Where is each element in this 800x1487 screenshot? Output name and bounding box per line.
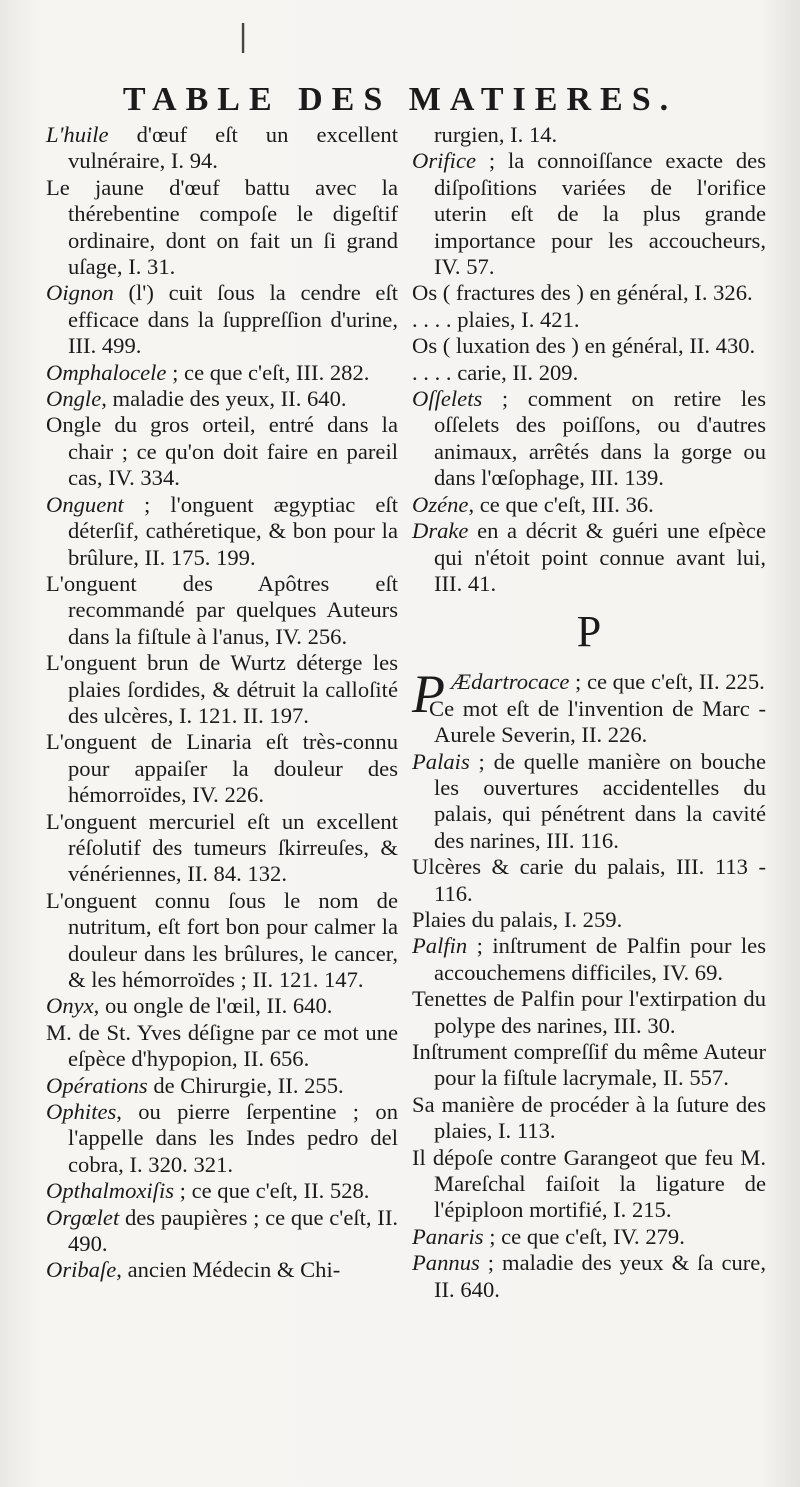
drop-cap: P <box>412 664 445 725</box>
entry-term: Ædartrocace <box>451 669 570 695</box>
index-entry <box>46 175 398 281</box>
running-title: TABLE DES MATIERES. <box>122 81 678 118</box>
index-entry <box>412 360 766 386</box>
index-entry <box>412 1092 766 1145</box>
index-entry <box>46 1257 398 1283</box>
entry-text: Os ( fractures des ) en général, I. 326. <box>412 280 753 306</box>
entry-term: Pannus <box>412 1250 480 1276</box>
index-entry <box>46 1178 398 1204</box>
entry-text: ; maladie des yeux & ſa cure, II. 640. <box>434 1250 766 1302</box>
entry-term: Panaris <box>412 1223 484 1249</box>
entry-term: Ozéne <box>412 491 469 517</box>
entry-text: Ongle du gros orteil, entré dans la chair ; ce qu'on doit faire en pareil cas, IV. 334. <box>46 412 398 491</box>
index-entry <box>412 854 766 907</box>
entry-text: , ancien Médecin & Chi- <box>116 1257 341 1283</box>
index-entry <box>46 386 398 412</box>
entry-term: Opérations <box>46 1072 148 1098</box>
entry-text: Il dépoſe contre Garangeot que feu M. Mareſchal faiſoit la ligature de l'épiploon mortifié, I. 215. <box>412 1144 766 1223</box>
index-entry <box>412 333 766 359</box>
index-entry <box>412 1039 766 1092</box>
entry-text: ; ce que c'eſt, III. 282. <box>166 359 370 385</box>
entry-text: , ce que c'eſt, III. 36. <box>468 491 654 517</box>
index-entry <box>412 1224 766 1250</box>
entry-term: Opthalmoxiſis <box>46 1178 175 1204</box>
entry-text: ; inſtrument de Palfin pour les accouchemens difficiles, IV. 69. <box>434 933 766 985</box>
index-entry <box>46 993 398 1019</box>
index-entry <box>412 986 766 1039</box>
index-entry <box>46 650 398 729</box>
index-entry <box>46 571 398 650</box>
index-entry <box>412 1250 766 1303</box>
index-entry <box>412 122 766 148</box>
entry-text: ; ce que c'eſt, IV. 279. <box>483 1223 685 1249</box>
entry-text: L'onguent brun de Wurtz déterge les plaies ſordides, & détruit la calloſité des ulcères, I. 121. II. 197. <box>46 650 398 728</box>
entry-text: ; ce que c'eſt, II. 528. <box>174 1178 370 1204</box>
entry-text: , maladie des yeux, II. 640. <box>101 386 347 412</box>
section-letter: P <box>576 607 602 657</box>
entry-text: L'onguent mercuriel eſt un excellent réſolutif des tumeurs ſkirreuſes, & vénériennes, II. 84. 132. <box>46 808 398 887</box>
entry-term: Ophites <box>46 1099 117 1125</box>
index-entry <box>46 1073 398 1099</box>
entry-term: L'huile <box>46 122 109 147</box>
entry-text: M. de St. Yves déſigne par ce mot une eſpèce d'hypopion, II. 656. <box>46 1019 398 1072</box>
entry-term: Onguent <box>46 491 124 517</box>
index-entry <box>412 307 766 333</box>
index-entry <box>412 148 766 280</box>
entry-text: , ou pierre ſerpentine ; on l'appelle dans les Indes pedro del cobra, I. 320. 321. <box>68 1099 398 1177</box>
index-entry <box>412 1145 766 1224</box>
index-entry <box>46 729 398 808</box>
entry-term: Onyx <box>46 993 94 1019</box>
entry-text: de Chirurgie, II. 255. <box>147 1072 344 1098</box>
index-entry <box>46 1099 398 1178</box>
folio-mark: | <box>238 19 249 54</box>
index-entry <box>412 933 766 986</box>
entry-term: Orifice <box>412 148 476 174</box>
entry-text: des paupières ; ce que c'eſt, II. 490. <box>68 1204 398 1257</box>
index-entry <box>46 360 398 386</box>
entry-term: Orgœlet <box>46 1204 120 1230</box>
entry-text: Plaies du palais, I. 259. <box>412 906 623 932</box>
entry-text: L'onguent de Linaria eſt très-connu pour appaiſer la douleur des hémorroïdes, IV. 226. <box>46 729 398 808</box>
index-entry <box>46 280 398 359</box>
entry-text: ; l'onguent ægyptiac eſt déterſif, cathéretique, & bon pour la brûlure, II. 175. 199. <box>68 491 398 570</box>
entry-term: Drake <box>412 518 469 544</box>
index-entry <box>412 518 766 597</box>
entry-text: (l') cuit ſous la cendre eſt efficace dans la ſuppreſſion d'urine, III. 499. <box>68 280 398 359</box>
entry-term: Oribaſe <box>46 1257 117 1283</box>
entry-text: ; la connoiſſance exacte des diſpoſitions variées de l'orifice uterin eſt de la plus grande importance pour les accoucheurs, IV. 57. <box>434 148 766 280</box>
entry-term: Omphalocele <box>46 359 167 385</box>
entry-text: ; ce que c'eſt, II. 225. <box>569 669 765 695</box>
index-entry <box>412 492 766 518</box>
index-entry <box>46 122 398 175</box>
entry-term: Ongle <box>46 386 102 412</box>
entry-text: L'onguent des Apôtres eſt recommandé par quelques Auteurs dans la fiſtule à l'anus, IV. 256. <box>46 570 398 649</box>
entry-term: Palfin <box>412 933 468 959</box>
entry-term: Oſſelets <box>412 386 483 412</box>
entry-text: , ou ongle de l'œil, II. 640. <box>93 993 333 1019</box>
index-entry <box>46 412 398 491</box>
index-entry <box>46 888 398 994</box>
entry-text: Ce mot eſt de l'invention de Marc - Aurele Severin, II. 226. <box>429 695 766 748</box>
entry-text: Inſtrument compreſſif du même Auteur pour la fiſtule lacrymale, II. 557. <box>412 1039 766 1091</box>
entry-text: Os ( luxation des ) en général, II. 430. <box>412 333 756 359</box>
entry-text: en a décrit & guéri une eſpèce qui n'étoit point connue avant lui, III. 41. <box>434 518 766 596</box>
entry-term: Oignon <box>46 280 114 306</box>
index-column-left <box>46 122 398 1284</box>
index-entry <box>412 386 766 492</box>
entry-text: . . . . carie, II. 209. <box>412 359 579 385</box>
entry-text: d'œuf eſt un excellent vulnéraire, I. 94. <box>68 122 398 174</box>
entry-text: Le jaune d'œuf battu avec la thérebentine compoſe le digeſtif ordinaire, dont on fait un ſi grand uſage, I. 31. <box>46 174 398 280</box>
entry-text: Tenettes de Palfin pour l'extirpation du polype des narines, III. 30. <box>412 986 766 1038</box>
entry-text: L'onguent connu ſous le nom de nutritum, eſt fort bon pour calmer la douleur dans les brûlures, le cancer, & les hémorroïdes ; II. 121. 147. <box>46 887 398 992</box>
entry-text: ; comment on retire les oſſelets des poiſſons, ou d'autres animaux, arrêtés dans la gorge ou dans l'œſophage, III. 139. <box>434 386 766 491</box>
index-column-right <box>412 122 766 1303</box>
index-entry <box>412 696 766 749</box>
entry-text: Ulcères & carie du palais, III. 113 - 116. <box>412 854 766 906</box>
entry-text: . . . . plaies, I. 421. <box>412 306 580 332</box>
index-entry <box>46 1205 398 1258</box>
entry-term: Palais <box>412 748 470 774</box>
index-entry <box>412 280 766 306</box>
index-entry <box>412 907 766 933</box>
index-entry <box>46 492 398 571</box>
index-entry <box>46 809 398 888</box>
index-entry <box>412 749 766 855</box>
index-entry <box>46 1020 398 1073</box>
entry-text: Sa manière de procéder à la ſuture des plaies, I. 113. <box>412 1091 766 1144</box>
entry-text: rurgien, I. 14. <box>434 122 558 147</box>
entry-text: ; de quelle manière on bouche les ouvertures accidentelles du palais, qui pénétrent dans la cavité des narines, III. 116. <box>434 748 766 853</box>
